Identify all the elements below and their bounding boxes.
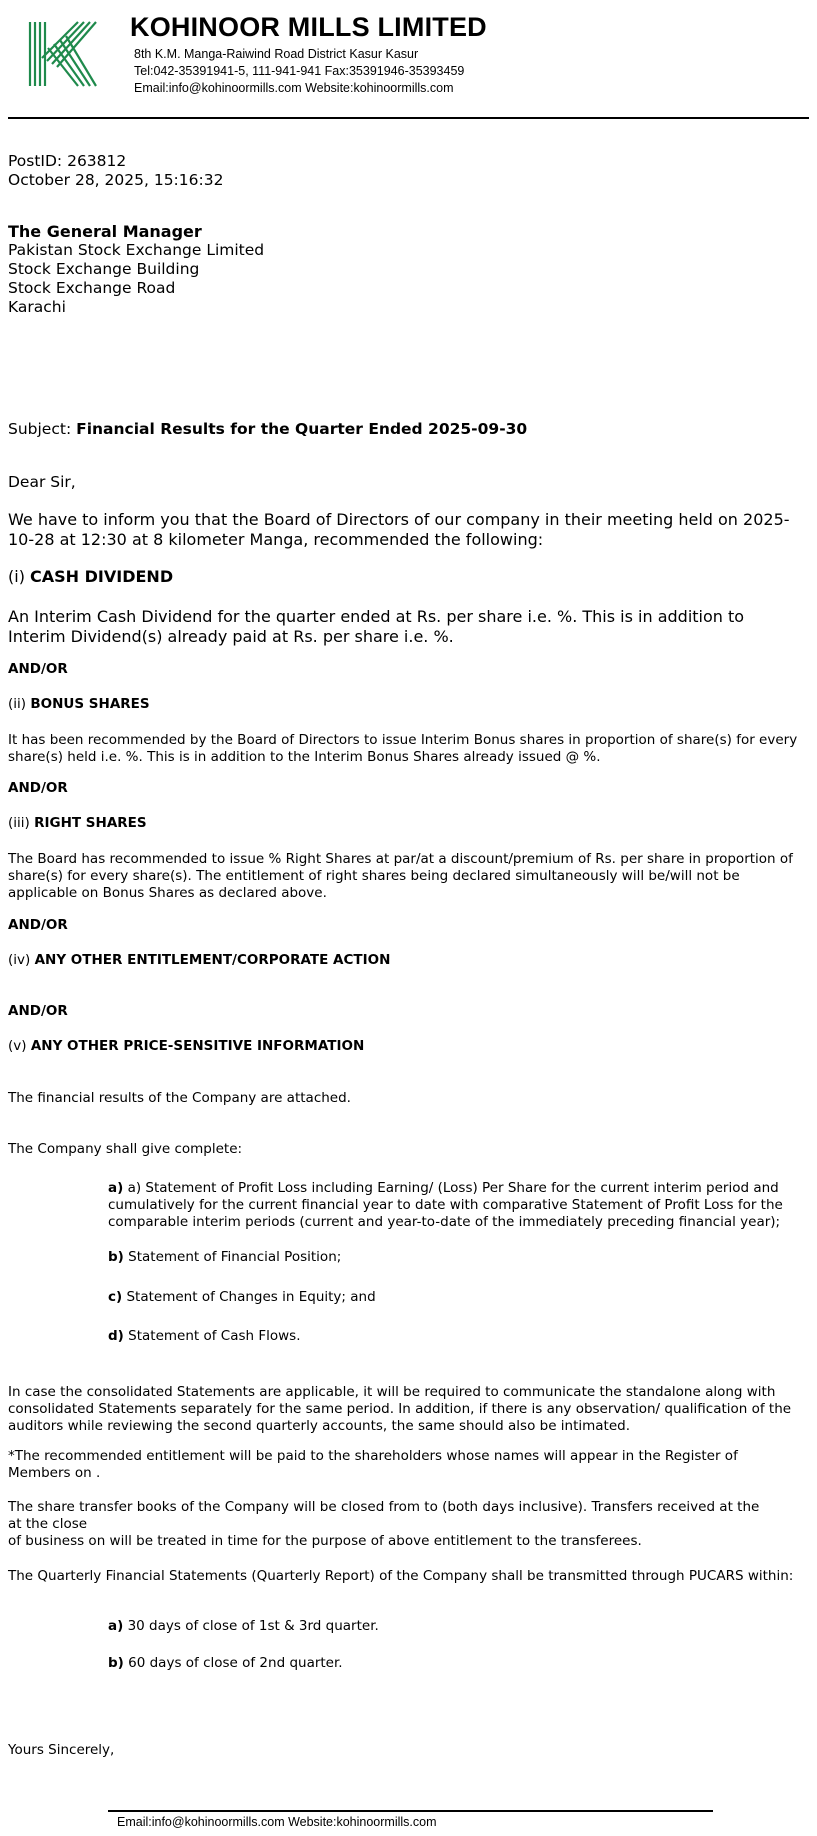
recipient-line: Stock Exchange Road xyxy=(8,279,176,297)
consolidated-paragraph: In case the consolidated Statements are applicable, it will be required to communicate the standalone along with consolidated Statements separately for the same period. In addition, if there is any observation/ qualification of the auditors while reviewing the second quarterly accounts, the same should also be intimated. xyxy=(8,1384,792,1434)
salutation: Dear Sir, xyxy=(8,473,76,491)
pucars-paragraph: The Quarterly Financial Statements (Quarterly Report) of the Company shall be transmitted through PUCARS within: xyxy=(8,1568,794,1584)
footer-divider xyxy=(108,1810,713,1812)
bonus-body: It has been recommended by the Board of Directors to issue Interim Bonus shares in proportion of share(s) for every share(s) held i.e. %. This is in addition to the Interim Bonus Shares already issued @ %. xyxy=(8,732,798,765)
books-closed-line: of business on will be treated in time for the purpose of above entitlement to the transferees. xyxy=(8,1533,642,1549)
subject-label: Subject: xyxy=(8,420,72,438)
subject-text: Financial Results for the Quarter Ended 2025-09-30 xyxy=(76,420,528,438)
company-contact: Email:info@kohinoormills.com Website:kohinoormills.com xyxy=(134,81,454,95)
kohinoor-logo-icon xyxy=(26,18,100,90)
other-entitlement-heading: (iv) ANY OTHER ENTITLEMENT/CORPORATE ACTION xyxy=(8,952,391,968)
header-divider xyxy=(8,117,809,119)
cash-dividend-body: An Interim Cash Dividend for the quarter ended at Rs. per share i.e. %. This is in addition to Interim Dividend(s) already paid at Rs. per share i.e. %. xyxy=(8,607,745,646)
statement-item: c) Statement of Changes in Equity; and xyxy=(108,1289,376,1305)
footer-contact: Email:info@kohinoormills.com Website:kohinoormills.com xyxy=(117,1815,437,1829)
company-name: KOHINOOR MILLS LIMITED xyxy=(130,12,487,42)
deadline-item: a) 30 days of close of 1st & 3rd quarter. xyxy=(108,1618,379,1634)
recipient-line: Pakistan Stock Exchange Limited xyxy=(8,241,265,259)
price-sensitive-heading: (v) ANY OTHER PRICE-SENSITIVE INFORMATION xyxy=(8,1038,365,1054)
statement-item: a) a) Statement of Profit Loss including Earning/ (Loss) Per Share for the current interim period and cumulatively for the current financial year to date with comparative Statement of Profit Loss for the comparable interim periods (current and year-to-date of the immediately preceding financial year); xyxy=(108,1180,783,1230)
recipient-title: The General Manager xyxy=(8,222,202,241)
attached-note: The financial results of the Company are attached. xyxy=(8,1090,351,1106)
intro-paragraph: We have to inform you that the Board of Directors of our company in their meeting held on 2025-10-28 at 12:30 at 8 kilometer Manga, recommended the following: xyxy=(8,510,790,549)
right-shares-heading: (iii) RIGHT SHARES xyxy=(8,815,147,831)
subject-line xyxy=(8,420,527,440)
company-phones: Tel:042-35391941-5, 111-941-941 Fax:35391946-35393459 xyxy=(134,64,465,78)
deadline-item: b) 60 days of close of 2nd quarter. xyxy=(108,1655,343,1671)
complete-intro: The Company shall give complete: xyxy=(8,1141,243,1157)
books-closed-line: The share transfer books of the Company will be closed from to (both days inclusive). Transfers received at the xyxy=(8,1499,760,1515)
statement-item: b) Statement of Financial Position; xyxy=(108,1249,342,1265)
and-or-separator: AND/OR xyxy=(8,917,68,933)
entitlement-note: *The recommended entitlement will be paid to the shareholders whose names will appear in the Register of Members on . xyxy=(8,1448,738,1481)
books-closed-line: at the close xyxy=(8,1516,88,1532)
statement-item: d) Statement of Cash Flows. xyxy=(108,1328,301,1344)
recipient-line: Karachi xyxy=(8,298,66,316)
and-or-separator: AND/OR xyxy=(8,780,68,796)
post-datetime: October 28, 2025, 15:16:32 xyxy=(8,171,224,189)
cash-dividend-heading: (i) CASH DIVIDEND xyxy=(8,567,174,586)
company-address: 8th K.M. Manga-Raiwind Road District Kasur Kasur xyxy=(134,47,419,61)
closing-line: Yours Sincerely, xyxy=(8,1742,115,1758)
and-or-separator: AND/OR xyxy=(8,661,68,677)
recipient-line: Stock Exchange Building xyxy=(8,260,200,278)
bonus-heading: (ii) BONUS SHARES xyxy=(8,696,150,712)
and-or-separator: AND/OR xyxy=(8,1003,68,1019)
right-shares-body: The Board has recommended to issue % Right Shares at par/at a discount/premium of Rs. per share in proportion of share(s) for every share(s). The entitlement of right shares being declared simultaneously will be/will not be applicable on Bonus Shares as declared above. xyxy=(8,851,793,901)
post-id: PostID: 263812 xyxy=(8,152,127,170)
